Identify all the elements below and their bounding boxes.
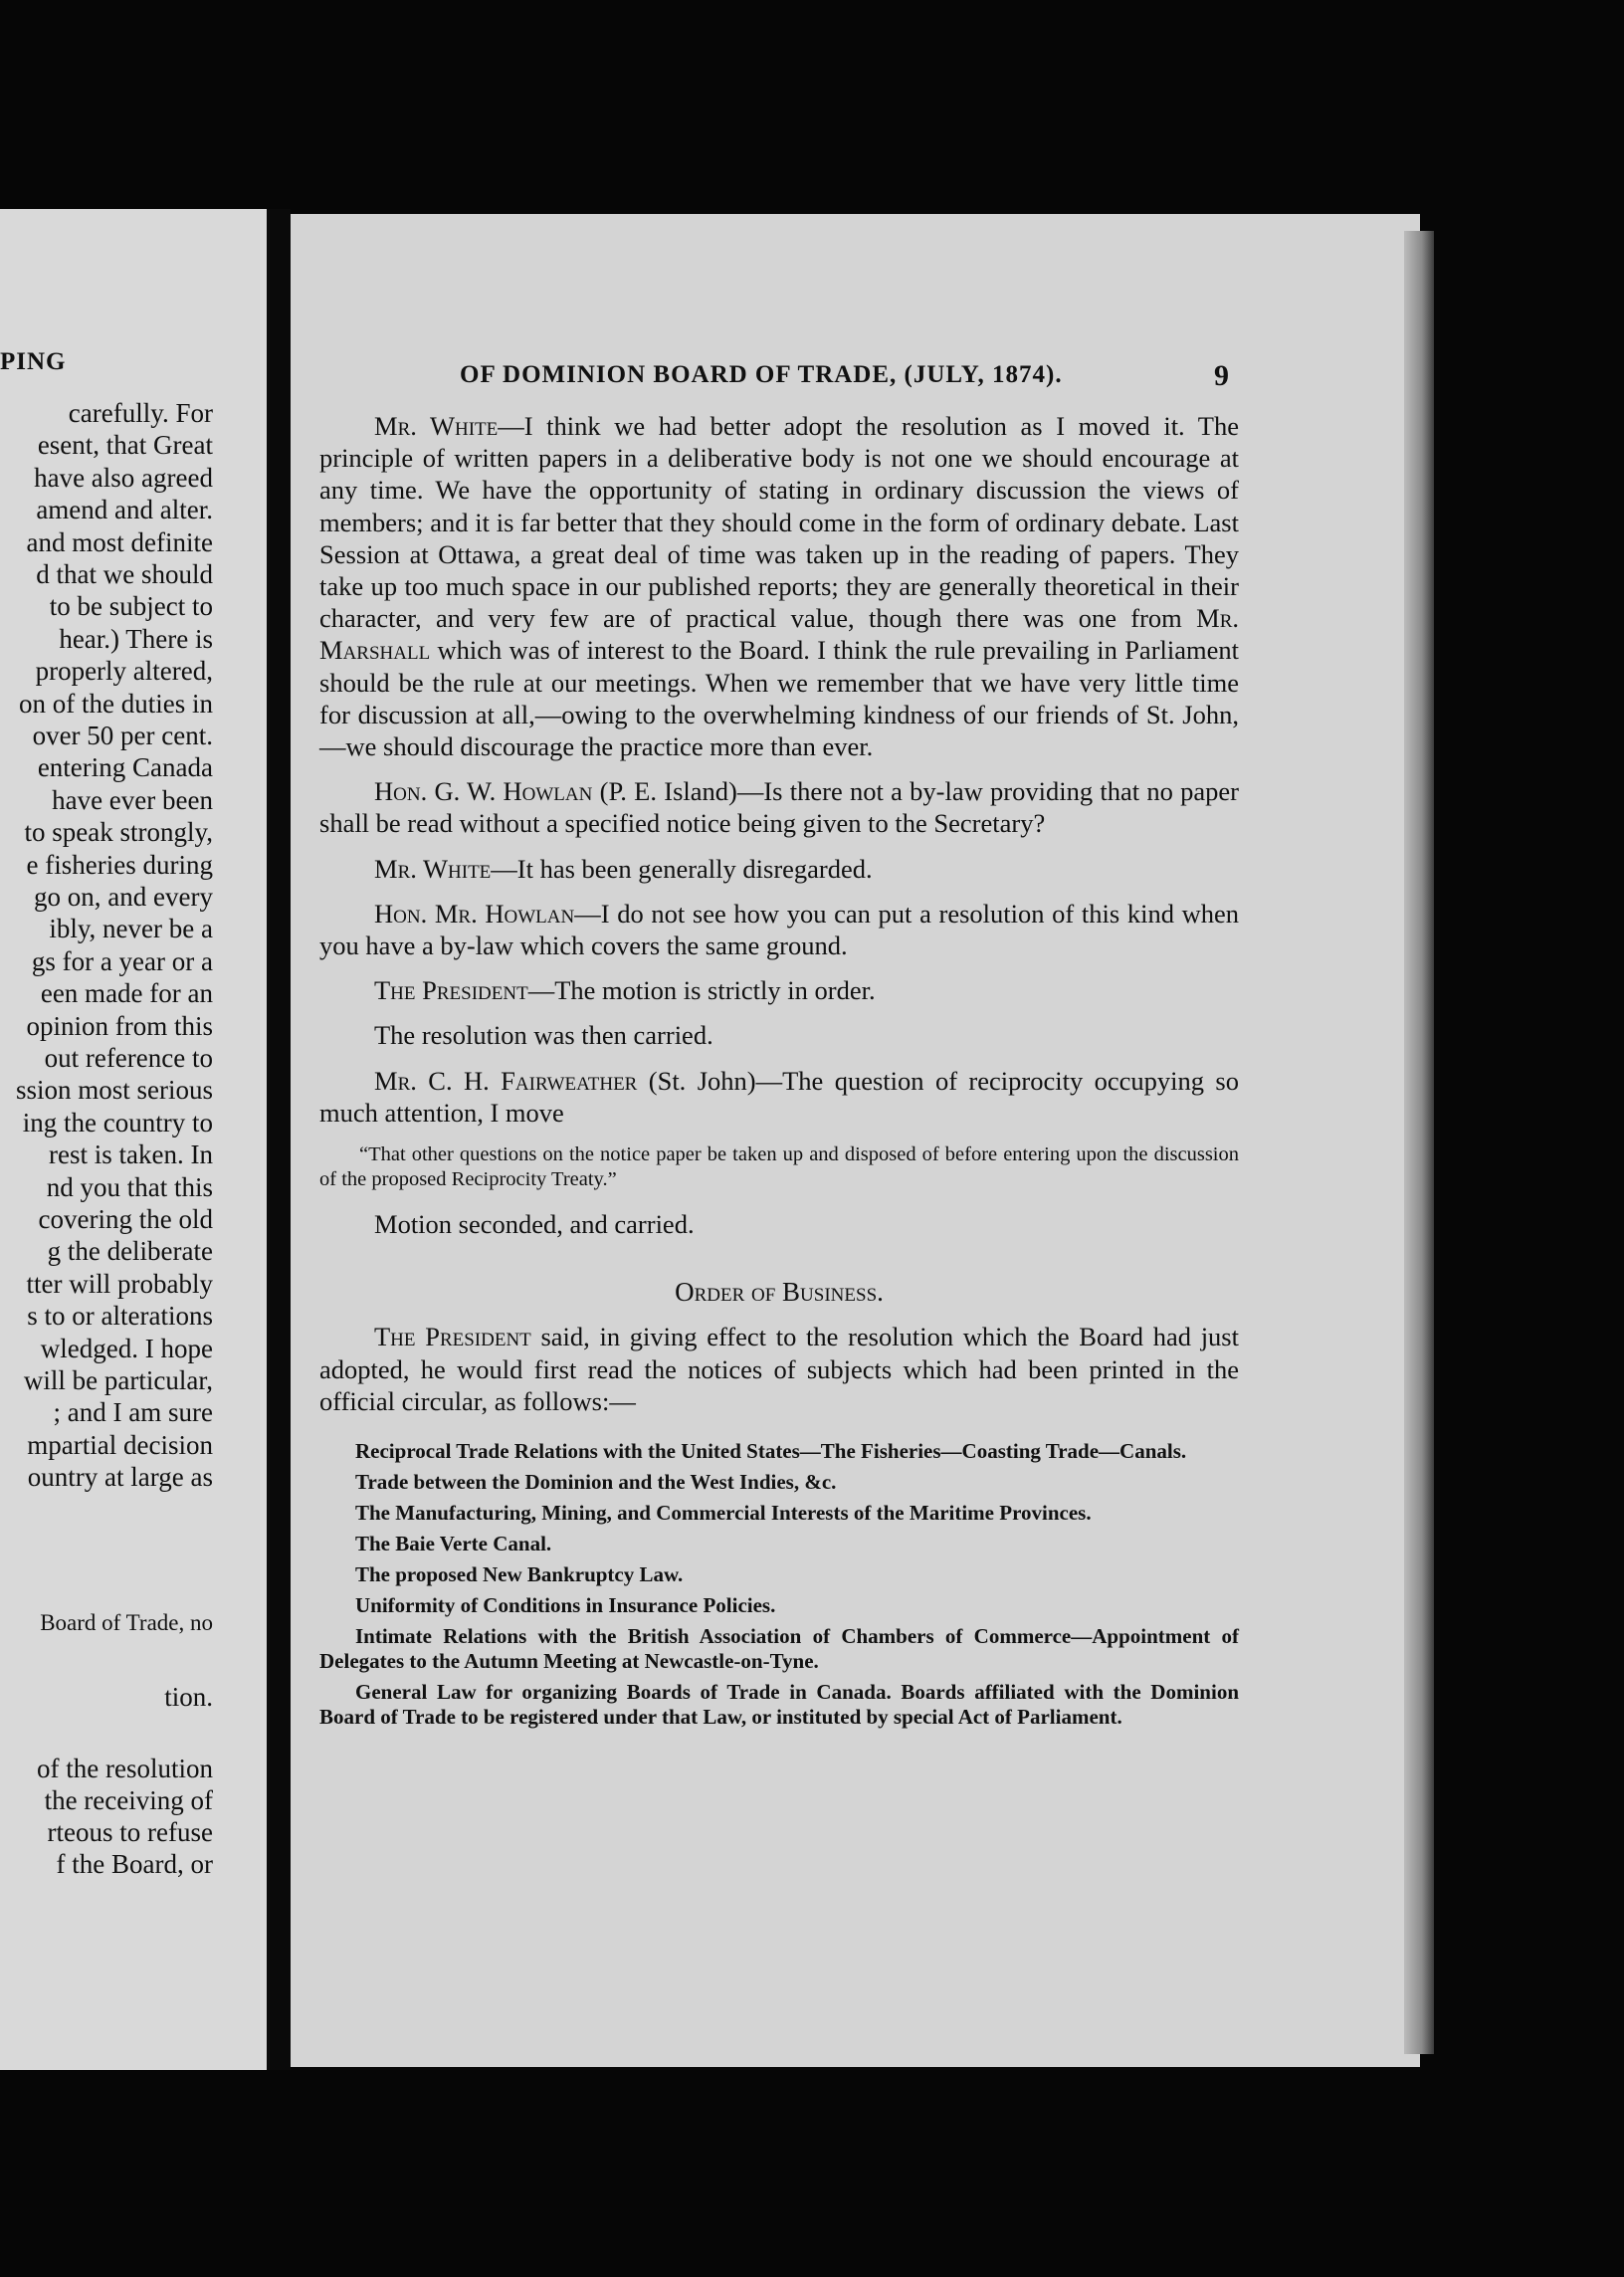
left-page-line: ing the country to <box>22 1107 213 1138</box>
paragraph-text: —The motion is strictly in order. <box>527 975 876 1006</box>
left-page-line: amend and alter. <box>36 495 213 525</box>
motion-quote: “That other questions on the notice paper be taken up and disposed of before entering upon the discussion of the proposed Reciprocity Treaty.” <box>319 1143 1239 1191</box>
page-body <box>319 410 1239 1736</box>
left-page-line: ; and I am sure <box>53 1397 213 1428</box>
paragraph-text: (P. E. Island)—Is there not a by-law providing that no paper shall be read without a specified notice being given to the Secretary? <box>319 776 1239 839</box>
left-page-line: have ever been <box>52 784 213 815</box>
notice-item: The proposed New Bankruptcy Law. <box>355 1562 684 1587</box>
paragraph-text: which was of interest to the Board. I think the rule prevailing in Parliament should be the rule at our meetings. When we remember that we have very little time for discussion at all,—owing to the overwhelming kindness of our friends of St. John,—we should discourage the practice more than ever. <box>319 635 1239 762</box>
left-page-line: hear.) There is <box>59 623 213 654</box>
left-page-line: properly altered, <box>35 656 213 687</box>
left-page-line: gs for a year or a <box>31 945 213 976</box>
left-page-line: mpartial decision <box>27 1429 213 1460</box>
left-page-line: ssion most serious <box>15 1075 213 1106</box>
speaker-name: Hon. Mr. Howlan <box>374 898 575 929</box>
left-page-line: esent, that Great <box>37 430 213 461</box>
left-page-line: nd you that this <box>46 1171 213 1202</box>
left-page-line: over 50 per cent. <box>32 721 213 750</box>
left-page-line: ountry at large as <box>27 1462 213 1493</box>
left-page-line: go on, and every <box>34 882 213 912</box>
left-page-line: have also agreed <box>34 462 213 493</box>
paragraph-text: —I think we had better adopt the resolution as I moved it. The principle of written papers in a deliberative body is not one we should encourage at any time. We have the opportunity of stating in ordinary discussion the views of members; and it is far better that they should come in the form of ordinary debate. Last Session at Ottawa, a great deal of time was taken up in the reading of papers. They take up too much space in our published reports; they are generally theoretical in their character, and very few are of practical value, though there was one from <box>319 411 1239 634</box>
left-page-line: ibly, never be a <box>49 914 213 944</box>
paragraph-motion-carried: Motion seconded, and carried. <box>374 1209 695 1240</box>
book-gutter <box>267 209 291 2070</box>
page-number: 9 <box>1214 359 1229 392</box>
left-page-line: to be subject to <box>49 591 213 622</box>
paragraph-president <box>319 974 1239 1006</box>
left-page-line: rest is taken. In <box>49 1139 213 1170</box>
left-page-line: tion. <box>164 1682 213 1712</box>
left-page-line: e fisheries during <box>26 849 213 880</box>
notice-item: Uniformity of Conditions in Insurance Policies. <box>355 1593 776 1618</box>
left-page-line: to speak strongly, <box>24 817 213 848</box>
notice-item: The Baie Verte Canal. <box>355 1532 552 1556</box>
left-page-line: and most definite <box>26 526 213 557</box>
paragraph-text: —I do not see how you can put a resolution of this kind when you have a by-law which covers the same ground. <box>319 898 1240 961</box>
paragraph-text: (St. John)—The question of reciprocity occupying so much attention, I move <box>319 1065 1239 1128</box>
paragraph-text: —It has been generally disregarded. <box>491 853 873 884</box>
speaker-name: Mr. White <box>374 411 499 441</box>
left-page-line: Board of Trade, no <box>40 1610 213 1635</box>
left-page-line: out reference to <box>44 1043 213 1073</box>
left-page-line: covering the old <box>38 1204 213 1234</box>
left-running-head: PING <box>0 348 67 375</box>
speaker-name: Mr. White <box>374 853 492 884</box>
paragraph-howlan-reply <box>319 898 1239 961</box>
notice-item: Reciprocal Trade Relations with the United States—The Fisheries—Coasting Trade—Canals. <box>355 1439 1187 1464</box>
left-page-line: on of the duties in <box>19 688 213 719</box>
left-page-line: g the deliberate <box>47 1236 213 1267</box>
paragraph-resolution-carried: The resolution was then carried. <box>374 1020 713 1051</box>
left-page-line: f the Board, or <box>56 1849 213 1879</box>
paragraph-fairweather <box>319 1065 1239 1129</box>
left-page-line: of the resolution <box>37 1754 213 1783</box>
left-page-line: wledged. I hope <box>40 1333 213 1363</box>
notice-item: Intimate Relations with the British Association of Chambers of Commerce—Appointment of Delegates to the Autumn Meeting at Newcastle-on-Tyne. <box>319 1624 1239 1674</box>
right-page <box>291 214 1420 2067</box>
left-page-fragment <box>0 209 267 2070</box>
left-page-line: the receiving of <box>44 1785 213 1815</box>
speaker-name: Hon. G. W. Howlan <box>374 776 593 807</box>
paragraph-white <box>319 410 1239 762</box>
paragraph-howlan <box>319 775 1239 839</box>
notice-item: General Law for organizing Boards of Trade in Canada. Boards affiliated with the Dominion Board of Trade to be registered under that Law, or instituted by special Act of Parliament. <box>319 1680 1239 1730</box>
speaker-name: The President <box>374 1322 531 1352</box>
left-page-line: carefully. For <box>68 398 213 428</box>
left-page-line: s to or alterations <box>27 1301 213 1332</box>
notice-item: The Manufacturing, Mining, and Commercial Interests of the Maritime Provinces. <box>355 1501 1092 1526</box>
speaker-name: The President <box>374 975 528 1006</box>
running-head: OF DOMINION BOARD OF TRADE, (JULY, 1874). <box>460 361 1063 388</box>
left-page-line: will be particular, <box>23 1365 213 1395</box>
notice-item: Trade between the Dominion and the West Indies, &c. <box>355 1470 837 1495</box>
page-edge-shadow <box>1404 231 1434 2054</box>
paragraph-president-notices <box>319 1321 1239 1417</box>
left-page-line: een made for an <box>40 978 213 1009</box>
speaker-name: Mr. Marshall <box>319 603 1239 666</box>
left-page-line: opinion from this <box>26 1010 213 1041</box>
speaker-name: Mr. C. H. Fairweather <box>374 1065 638 1096</box>
section-heading: Order of Business. <box>675 1277 884 1308</box>
notices-list <box>319 1439 1239 1730</box>
paragraph-text: said, in giving effect to the resolution which the Board had just adopted, he would first read the notices of subjects which had been printed in the official circular, as follows:— <box>319 1322 1239 1416</box>
left-page-line: d that we should <box>36 559 213 589</box>
paragraph-white-reply <box>319 853 1239 885</box>
left-page-line: rteous to refuse <box>47 1817 213 1847</box>
left-page-line: entering Canada <box>37 752 213 783</box>
left-page-line: tter will probably <box>26 1268 213 1299</box>
